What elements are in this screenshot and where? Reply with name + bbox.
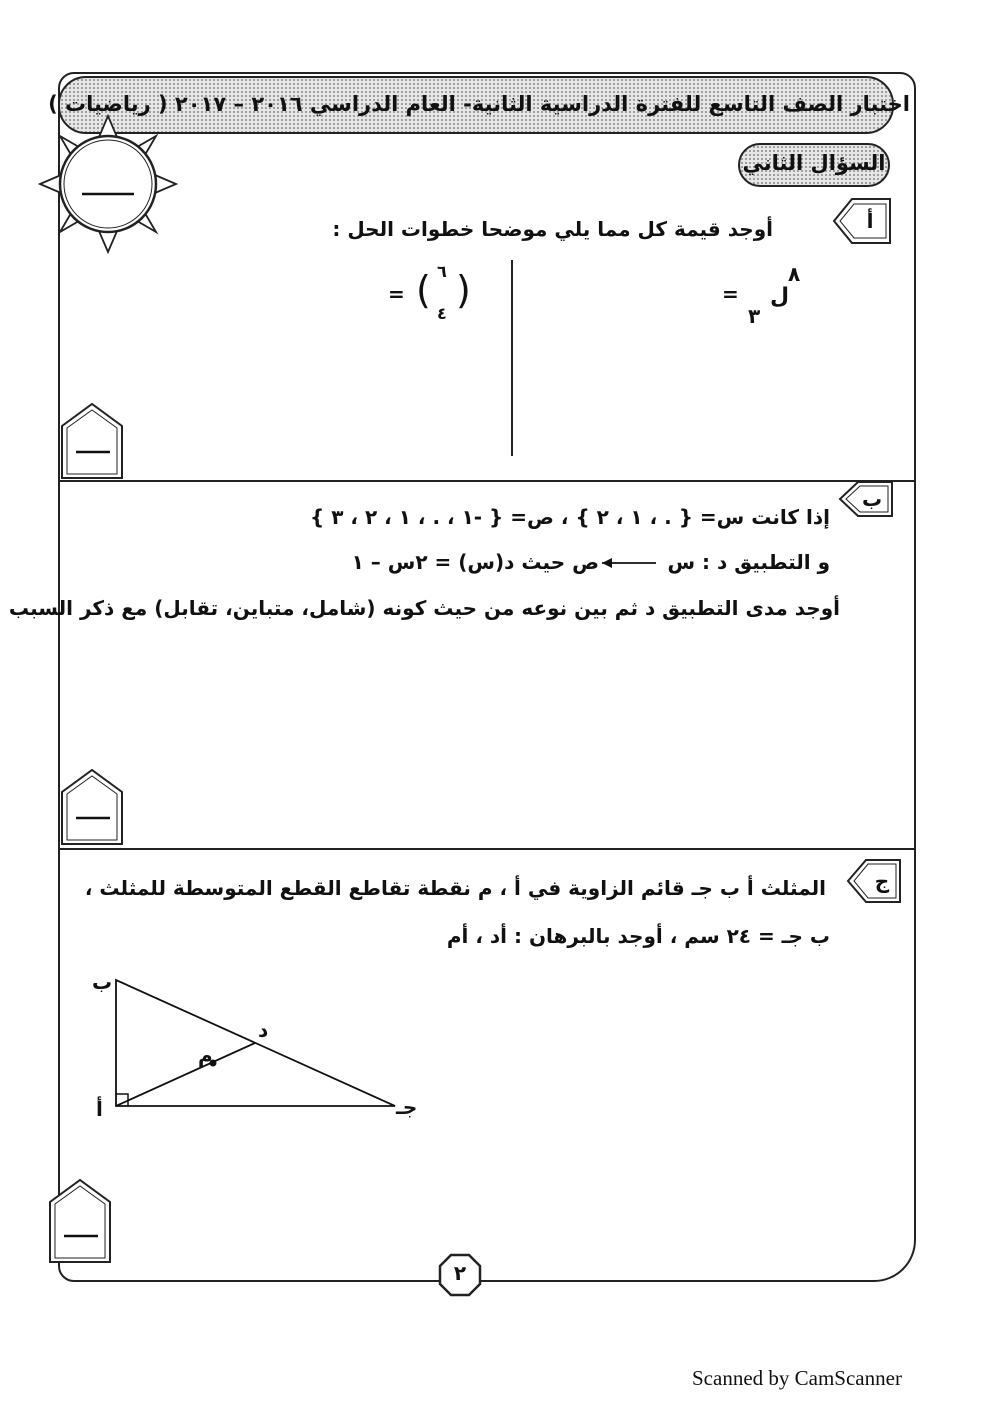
part-b-label: ب (861, 487, 883, 511)
expr1-symbol: ل (770, 284, 790, 309)
scanner-watermark: Scanned by CamScanner (692, 1366, 902, 1390)
expr2-right-paren: ) (456, 268, 471, 312)
point-d-label: د (258, 1018, 269, 1042)
vertex-a-label: أ (96, 1097, 103, 1121)
expr2-top: ٦ (437, 262, 447, 281)
separator-b-c (60, 848, 915, 850)
total-score-badge (38, 114, 178, 254)
part-b-line2-end: ص حيث د(س) = ٢س – ١ (351, 550, 599, 574)
part-c-label: ج (874, 869, 890, 893)
exam-title: اختبار الصف التاسع للفترة الدراسية الثانية- العام الدراسي ٢٠١٦ – ٢٠١٧ ( رياضيات ) (48, 92, 910, 116)
part-a-divider (511, 260, 513, 456)
triangle-diagram (90, 965, 430, 1130)
part-a-score-mark (60, 402, 124, 480)
part-a-label: أ (866, 209, 874, 233)
separator-a-b (60, 480, 915, 482)
part-b-score-mark (60, 768, 124, 846)
part-c-score-mark (48, 1178, 112, 1264)
expr2-left-paren: ( (416, 268, 431, 312)
vertex-c-label: جـ (396, 1095, 418, 1119)
expr1-superscript: ٨ (788, 262, 801, 286)
question-title: السؤال الثاني (742, 151, 886, 175)
mapping-arrow-icon (600, 556, 658, 570)
part-b-line3: أوجد مدى التطبيق د ثم بين نوعه من حيث كونه (شامل، متباين، تقابل) مع ذكر السبب (8, 596, 840, 620)
expr2-equals: = (388, 282, 405, 306)
expr1-equals: = (722, 282, 739, 306)
part-b-line2-start: و التطبيق د : س (667, 550, 830, 574)
part-c-line1: المثلث أ ب جـ قائم الزاوية في أ ، م نقطة تقاطع القطع المتوسطة للمثلث ، (84, 876, 826, 900)
expr2-bottom: ٤ (437, 304, 447, 323)
part-b-line1: إذا كانت س= { . ، ١ ، ٢ } ، ص= { -١ ، . ، ١ ، ٢ ، ٣ } (310, 505, 830, 529)
part-a-instruction: أوجد قيمة كل مما يلي موضحا خطوات الحل : (332, 217, 773, 241)
vertex-b-label: ب (92, 970, 113, 994)
expr1-subscript: ٣ (748, 304, 761, 328)
part-c-line2: ب جـ = ٢٤ سم ، أوجد بالبرهان : أد ، أم (446, 924, 830, 948)
median-ad (116, 1043, 255, 1106)
page-number: ٢ (453, 1261, 467, 1285)
point-m-label: م (198, 1043, 213, 1067)
